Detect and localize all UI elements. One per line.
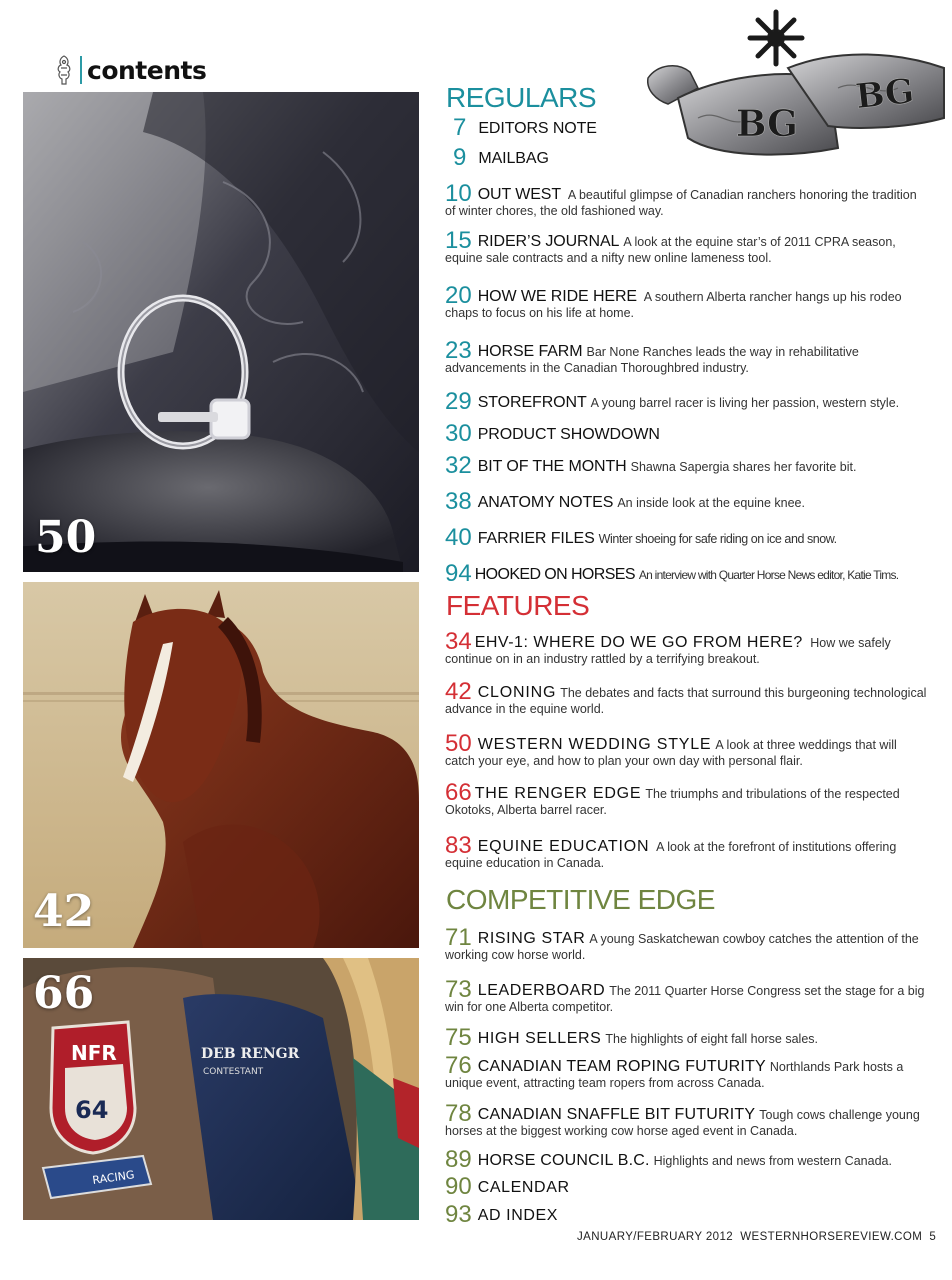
toc-entry-title: CLONING xyxy=(477,684,557,701)
toc-entry-title: HORSE FARM xyxy=(477,343,583,360)
toc-entry[interactable] xyxy=(445,1100,930,1139)
spur-initials-text: BG xyxy=(853,71,916,118)
toc-entry[interactable] xyxy=(445,560,945,587)
masthead-divider xyxy=(80,56,82,84)
toc-entry-description: A beautiful glimpse of Canadian ranchers honoring the tradition of winter chores, the old fashioned way. xyxy=(445,188,917,218)
toc-entry-title: RIDER’S JOURNAL xyxy=(477,233,620,250)
photo-rider-jacket xyxy=(23,958,419,1220)
toc-entry[interactable] xyxy=(445,180,930,219)
toc-entry-title: WESTERN WEDDING STYLE xyxy=(477,736,712,753)
toc-page-number: 29 xyxy=(445,388,472,415)
toc-entry[interactable] xyxy=(445,282,930,321)
footer-page-number: 5 xyxy=(929,1231,937,1243)
toc-entry-description: A southern Alberta rancher hangs up his rodeo chaps to focus on his life at home. xyxy=(445,290,902,320)
toc-entry[interactable] xyxy=(445,388,930,415)
toc-page-number: 89 xyxy=(445,1146,472,1173)
photo-page-number: 66 xyxy=(33,968,95,1019)
toc-entry-description: How we safely continue on in an industry rattled by a terrifying breakout. xyxy=(445,636,891,666)
toc-entry-title: LEADERBOARD xyxy=(477,982,606,999)
toc-entry-description: The triumphs and tribulations of the respected Okotoks, Alberta barrel racer. xyxy=(445,787,900,817)
toc-entry[interactable] xyxy=(445,730,930,769)
toc-entry[interactable] xyxy=(445,227,930,266)
toc-entry-title: CANADIAN TEAM ROPING FUTURITY xyxy=(477,1058,766,1075)
toc-entry[interactable] xyxy=(445,524,930,551)
toc-entry-title: MAILBAG xyxy=(478,150,549,167)
toc-entry-title: OUT WEST xyxy=(477,186,562,203)
toc-entry[interactable] xyxy=(445,924,930,963)
toc-entry-description: Shawna Sapergia shares her favorite bit. xyxy=(630,460,857,474)
toc-page-number: 40 xyxy=(445,524,472,551)
toc-entry[interactable] xyxy=(445,488,930,515)
toc-entry-description: The debates and facts that surround this burgeoning technological advance in the equine world. xyxy=(445,686,927,716)
toc-entry[interactable] xyxy=(445,1024,930,1051)
toc-page-number: 76 xyxy=(445,1052,472,1079)
toc-page-number: 15 xyxy=(445,227,472,254)
toc-page-number: 32 xyxy=(445,452,472,479)
photo-ring-on-boot xyxy=(23,92,419,572)
toc-entry-title: FARRIER FILES xyxy=(477,530,595,547)
toc-entry-title: ANATOMY NOTES xyxy=(477,494,614,511)
toc-entry-description: The 2011 Quarter Horse Congress set the stage for a big win for one Alberta competitor. xyxy=(445,984,925,1014)
toc-page-number: 38 xyxy=(445,488,472,515)
toc-entry-description: The highlights of eight fall horse sales. xyxy=(605,1032,819,1046)
toc-page-number: 94 xyxy=(445,560,472,587)
toc-entry-title: STOREFRONT xyxy=(477,394,587,411)
toc-entry-description: Bar None Ranches leads the way in rehabilitative advancements in the Canadian Thoroughbred industry. xyxy=(445,345,859,375)
masthead xyxy=(52,54,206,86)
toc-page-number: 34 xyxy=(445,628,472,655)
spur-initials-text: BG xyxy=(736,103,798,145)
toc-entry-description: Winter shoeing for safe riding on ice and snow. xyxy=(598,532,837,546)
toc-entry-description: An interview with Quarter Horse News editor, Katie Tims. xyxy=(638,568,899,582)
toc-entry-title: HOOKED ON HORSES xyxy=(474,566,635,583)
toc-page-number: 50 xyxy=(445,730,472,757)
toc-page-number: 9 xyxy=(453,144,467,171)
toc-entry-title: CALENDAR xyxy=(477,1179,570,1196)
photo-page-number: 42 xyxy=(33,886,95,937)
toc-entry[interactable] xyxy=(445,779,930,818)
toc-entry-description: A look at the forefront of institutions offering equine education in Canada. xyxy=(445,840,897,870)
toc-entry-title: RISING STAR xyxy=(477,930,586,947)
horse-head-ornament-icon xyxy=(52,54,76,86)
toc-page-number: 7 xyxy=(453,114,467,141)
toc-entry[interactable] xyxy=(445,1201,930,1228)
toc-page-number: 30 xyxy=(445,420,472,447)
toc-entry-description: Highlights and news from western Canada. xyxy=(653,1154,892,1168)
toc-entry[interactable] xyxy=(445,628,930,667)
toc-page-number: 20 xyxy=(445,282,472,309)
section-title-features: FEATURES xyxy=(446,590,590,621)
footer-issue: JANUARY/FEBRUARY 2012 xyxy=(577,1231,734,1243)
toc-entry[interactable] xyxy=(445,976,930,1015)
jacket-name-text: DEB RENGR xyxy=(201,1046,300,1062)
toc-page-number: 83 xyxy=(445,832,472,859)
toc-entry-title: EQUINE EDUCATION xyxy=(477,838,650,855)
section-title-regulars: REGULARS xyxy=(446,82,597,113)
toc-entry[interactable] xyxy=(445,678,930,717)
toc-entry-title: EHV-1: WHERE DO WE GO FROM HERE? xyxy=(474,634,803,651)
toc-entry-title: BIT OF THE MONTH xyxy=(477,458,627,475)
spur-rowel-icon xyxy=(750,12,802,64)
toc-entry[interactable] xyxy=(445,337,930,376)
toc-entry-title: HIGH SELLERS xyxy=(477,1030,602,1047)
toc-page-number: 73 xyxy=(445,976,472,1003)
toc-entry-title: PRODUCT SHOWDOWN xyxy=(477,426,660,443)
toc-entry-description: A young Saskatchewan cowboy catches the attention of the working cow horse world. xyxy=(445,932,919,962)
toc-entry-title: EDITORS NOTE xyxy=(478,120,597,137)
page-title: contents xyxy=(87,55,207,85)
section-title-competitive-edge: COMPETITIVE EDGE xyxy=(446,884,715,915)
toc-entry[interactable] xyxy=(445,452,930,479)
toc-page-number: 23 xyxy=(445,337,472,364)
toc-page-number: 78 xyxy=(445,1100,472,1127)
toc-entry-description: A look at the equine star’s of 2011 CPRA season, equine sale contracts and a nifty new online lameness tool. xyxy=(445,235,896,265)
toc-entry-title: AD INDEX xyxy=(477,1207,559,1224)
toc-entry-description: A look at three weddings that will catch your eye, and how to plan your own day with personal flair. xyxy=(445,738,897,768)
toc-page-number: 75 xyxy=(445,1024,472,1051)
toc-page-number: 71 xyxy=(445,924,472,951)
toc-entry-title: THE RENGER EDGE xyxy=(474,785,642,802)
patch-number-text: 64 xyxy=(75,1096,109,1124)
page-footer xyxy=(577,1231,936,1243)
toc-page-number: 93 xyxy=(445,1201,472,1228)
toc-page-number: 10 xyxy=(445,180,472,207)
toc-page-number: 90 xyxy=(445,1173,472,1200)
jacket-sub-text: CONTESTANT xyxy=(203,1067,264,1077)
toc-entry-title: HOW WE RIDE HERE xyxy=(477,288,637,305)
toc-entry[interactable] xyxy=(445,144,930,171)
toc-entry-description: An inside look at the equine knee. xyxy=(617,496,805,510)
toc-entry[interactable] xyxy=(445,1052,930,1091)
patch-racing-text: RACING xyxy=(91,1168,136,1187)
toc-entry[interactable] xyxy=(445,1173,930,1200)
toc-entry[interactable] xyxy=(445,420,930,447)
photo-page-number: 50 xyxy=(35,512,97,563)
toc-entry-title: HORSE COUNCIL B.C. xyxy=(477,1152,650,1169)
toc-entry[interactable] xyxy=(445,832,930,871)
photo-horse xyxy=(23,582,419,948)
toc-entry-title: CANADIAN SNAFFLE BIT FUTURITY xyxy=(477,1106,756,1123)
toc-page-number: 42 xyxy=(445,678,472,705)
toc-entry-description: A young barrel racer is living her passion, western style. xyxy=(590,396,900,410)
patch-nfr-text: NFR xyxy=(71,1041,117,1065)
toc-entry-description: Northlands Park hosts a unique event, attracting team ropers from across Canada. xyxy=(445,1060,904,1090)
toc-entry[interactable] xyxy=(445,1146,930,1173)
toc-page-number: 66 xyxy=(445,779,472,806)
footer-site[interactable]: WESTERNHORSEREVIEW.COM xyxy=(740,1231,923,1243)
toc-entry-description: Tough cows challenge young horses at the biggest working cow horse aged event in Canada. xyxy=(445,1108,920,1138)
